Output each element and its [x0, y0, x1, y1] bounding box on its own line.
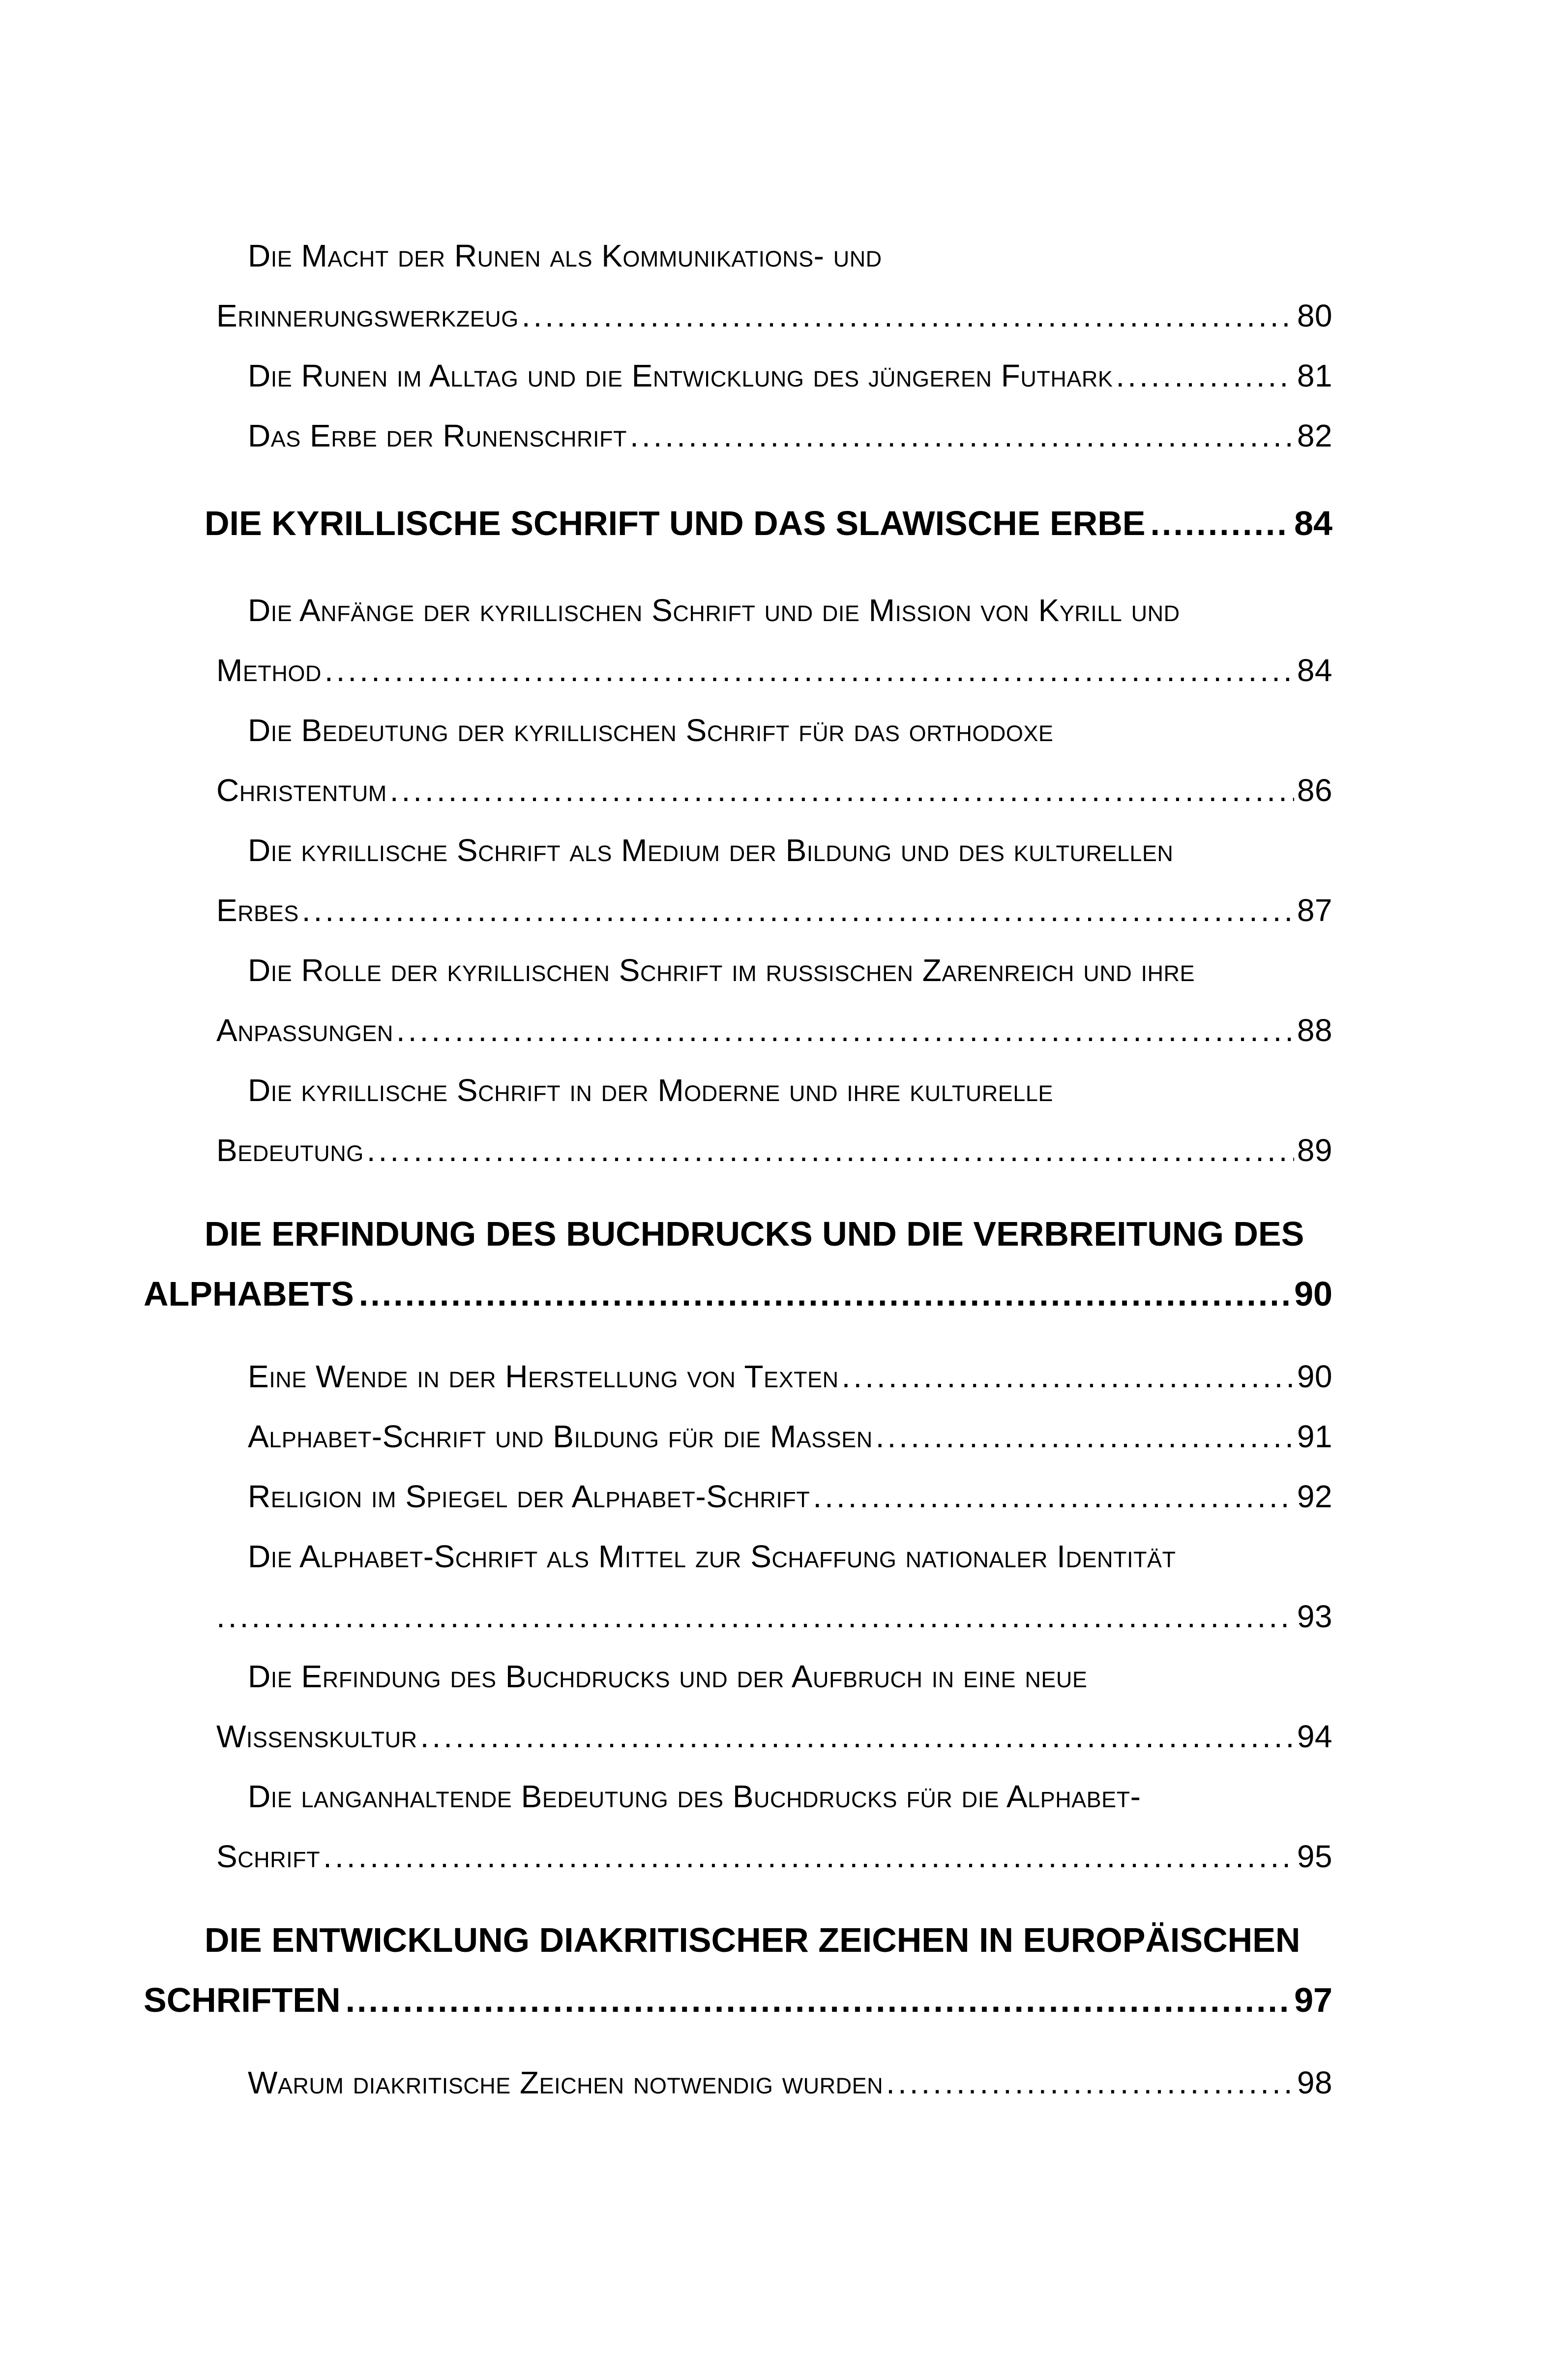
toc-page-number: 84: [1294, 504, 1332, 542]
toc-entry-title: Religion im Spiegel der Alphabet-Schrift: [248, 1479, 810, 1514]
toc-entry: [216, 1766, 1332, 1886]
toc-entry-title-line2: Schrift: [216, 1839, 321, 1874]
toc-page-number: 94: [1297, 1719, 1332, 1754]
dot-leader: [216, 1586, 1294, 1627]
toc-entry-title-line2: Erinnerungswerkzeug: [216, 298, 519, 333]
toc-page-number: 86: [1297, 773, 1332, 808]
toc-page-number: 93: [1297, 1599, 1332, 1634]
toc-page-number: 97: [1294, 1981, 1332, 2019]
toc-entry: [216, 580, 1332, 700]
toc-entry: [216, 940, 1332, 1060]
toc-entry: [216, 1466, 1332, 1526]
toc-entry-title-line1: Die Erfindung des Buchdrucks und der Aufbruch in eine neue: [248, 1659, 1088, 1694]
toc-entry-title: Das Erbe der Runenschrift: [248, 418, 627, 453]
toc-entry-title-line2: Wissenskultur: [216, 1719, 417, 1754]
toc-entry: [216, 1346, 1332, 1406]
toc-page-number: 81: [1297, 358, 1332, 393]
toc-entry-title: Alphabet-Schrift und Bildung für die Massen: [248, 1419, 873, 1454]
dot-leader: [396, 1000, 1294, 1041]
toc-entry-title-line1: Die Bedeutung der kyrillischen Schrift für das orthodoxe: [248, 713, 1054, 748]
toc-entry: [216, 1526, 1332, 1646]
toc-chapter-title-line1: DIE ENTWICKLUNG DIAKRITISCHER ZEICHEN IN EUROPÄISCHEN: [205, 1921, 1301, 1959]
toc-entry-title-line1: Die Anfänge der kyrillischen Schrift und die Mission von Kyrill und: [248, 593, 1180, 628]
toc-page-number: 90: [1294, 1275, 1332, 1313]
toc-entry-title-line2: Bedeutung: [216, 1133, 364, 1168]
toc-entry: [216, 820, 1332, 940]
toc-chapter-title-line2: SCHRIFTEN: [144, 1981, 341, 2019]
toc-chapter: [173, 493, 1332, 553]
toc-entry-title: Warum diakritische Zeichen notwendig wurden: [248, 2065, 884, 2100]
toc-page-number: 82: [1297, 418, 1332, 453]
dot-leader: [522, 286, 1294, 327]
dot-leader: [367, 1120, 1294, 1161]
toc-chapter-title-line1: DIE ERFINDUNG DES BUCHDRUCKS UND DIE VERBREITUNG DES: [205, 1215, 1304, 1253]
toc-page-number: 92: [1297, 1479, 1332, 1514]
toc-entry: [216, 1646, 1332, 1766]
toc-entry-title-line2: Method: [216, 653, 322, 688]
toc-entry: [216, 2053, 1332, 2113]
dot-leader: [390, 760, 1294, 801]
toc-entry-title-line2: Anpassungen: [216, 1013, 393, 1048]
toc-page-number: 89: [1297, 1133, 1332, 1168]
toc-entry-title-line1: Die Alphabet-Schrift als Mittel zur Schaffung nationaler Identität: [248, 1539, 1176, 1574]
toc-page-number: 84: [1297, 653, 1332, 688]
toc-page-number: 98: [1297, 2065, 1332, 2100]
toc-page-number: 87: [1297, 893, 1332, 928]
toc-entry: [216, 226, 1332, 346]
toc-chapter: [144, 1910, 1332, 2030]
toc-page-number: 90: [1297, 1359, 1332, 1394]
toc-entry: [216, 406, 1332, 466]
dot-leader: [420, 1706, 1294, 1747]
toc-entry-title-line1: Die langanhaltende Bedeutung des Buchdrucks für die Alphabet-: [248, 1779, 1141, 1814]
toc-page-number: 95: [1297, 1839, 1332, 1874]
dot-leader: [1116, 346, 1294, 387]
toc-chapter: [144, 1204, 1332, 1324]
toc-chapter-title-line2: ALPHABETS: [144, 1275, 354, 1313]
toc-entry-title-line2: Christentum: [216, 773, 387, 808]
toc-entry-title: Die Runen im Alltag und die Entwicklung des jüngeren Futhark: [248, 358, 1113, 393]
toc-entry: [216, 346, 1332, 406]
dot-leader: [346, 1970, 1290, 2015]
dot-leader: [876, 1406, 1294, 1447]
dot-leader: [302, 880, 1294, 921]
dot-leader: [886, 2053, 1294, 2093]
toc-entry-title-line1: Die Macht der Runen als Kommunikations- und: [248, 238, 882, 273]
toc-entry-title-line1: Die kyrillische Schrift als Medium der Bildung und des kulturellen: [248, 833, 1174, 868]
dot-leader: [813, 1466, 1294, 1507]
toc-entry: [216, 1406, 1332, 1466]
dot-leader: [359, 1264, 1289, 1309]
dot-leader: [630, 406, 1294, 447]
dot-leader: [842, 1346, 1294, 1387]
toc-page-number: 88: [1297, 1013, 1332, 1048]
toc-entry: [216, 1060, 1332, 1180]
dot-leader: [323, 1826, 1294, 1867]
toc-entry-title-line2: Erbes: [216, 893, 299, 928]
toc-chapter-title: DIE KYRILLISCHE SCHRIFT UND DAS SLAWISCHE ERBE: [205, 504, 1146, 542]
toc-page-number: 91: [1297, 1419, 1332, 1454]
toc-entry: [216, 700, 1332, 820]
toc-entry-title: Eine Wende in der Herstellung von Texten: [248, 1359, 839, 1394]
toc-entry-title-line1: Die kyrillische Schrift in der Moderne und ihre kulturelle: [248, 1073, 1053, 1108]
toc-entry-title-line1: Die Rolle der kyrillischen Schrift im russischen Zarenreich und ihre: [248, 953, 1195, 988]
dot-leader: [325, 640, 1294, 681]
dot-leader: [1150, 493, 1289, 538]
toc-page-number: 80: [1297, 298, 1332, 333]
